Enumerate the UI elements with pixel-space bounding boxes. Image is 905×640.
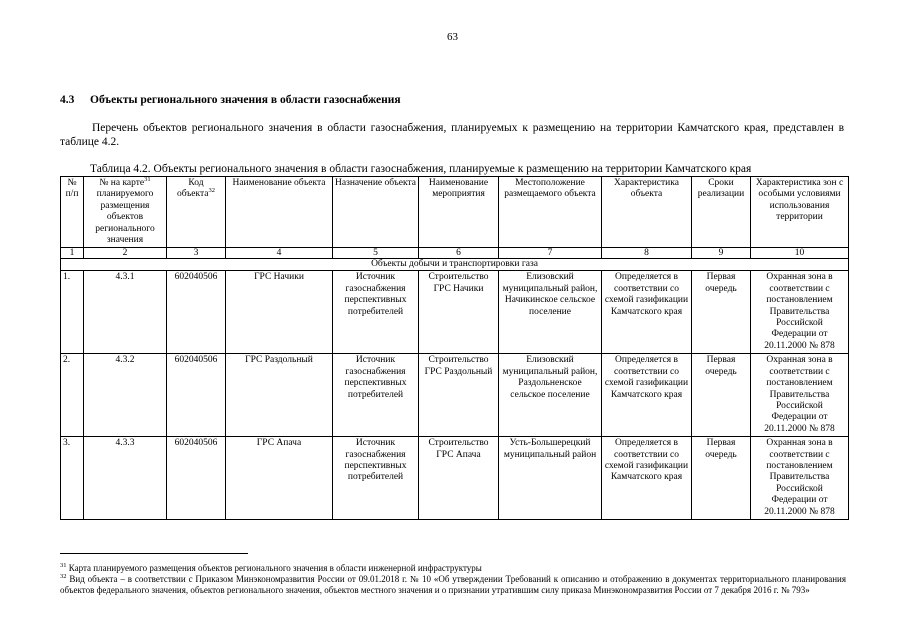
page-number: 63	[447, 31, 458, 43]
cell-timing: Первая очередь	[692, 437, 751, 520]
cell-num: 1.	[61, 271, 84, 354]
cell-zones: Охранная зона в соответствии с постановлением Правительства Российской Федерации от 20.11.2000 № 878	[751, 437, 849, 520]
section-title: Объекты регионального значения в области газоснабжения	[90, 94, 401, 106]
column-number: 3	[167, 248, 226, 259]
table-caption: Таблица 4.2. Объекты регионального значения в области газоснабжения, планируемые к размещению на территории Камчатского края	[90, 163, 752, 175]
table-section-row	[61, 259, 849, 271]
cell-event: Строительство ГРС Раздольный	[419, 354, 499, 437]
cell-num: 3.	[61, 437, 84, 520]
footnote-text: Карта планируемого размещения объектов регионального значения в области инженерной инфраструктуры	[68, 563, 482, 573]
header-zones: Характеристика зон с особыми условиями использования территории	[751, 177, 849, 248]
footnote-separator	[60, 553, 248, 554]
cell-timing: Первая очередь	[692, 271, 751, 354]
header-characteristic: Характеристика объекта	[602, 177, 692, 248]
header-event: Наименование мероприятия	[419, 177, 499, 248]
footnote-ref-31: 31	[144, 175, 151, 183]
column-number: 7	[499, 248, 602, 259]
header-timing: Сроки реализации	[692, 177, 751, 248]
column-number: 8	[602, 248, 692, 259]
cell-timing: Первая очередь	[692, 354, 751, 437]
cell-characteristic: Определяется в соответствии со схемой газификации Камчатского края	[602, 354, 692, 437]
cell-zones: Охранная зона в соответствии с постановлением Правительства Российской Федерации от 20.11.2000 № 878	[751, 354, 849, 437]
column-number: 1	[61, 248, 84, 259]
section-number: 4.3	[60, 94, 75, 106]
cell-map-no: 4.3.1	[84, 271, 167, 354]
table-row	[61, 354, 849, 437]
column-number: 6	[419, 248, 499, 259]
cell-event: Строительство ГРС Апача	[419, 437, 499, 520]
footnote-31	[60, 563, 846, 574]
cell-location: Елизовский муниципальный район, Начикинское сельское поселение	[499, 271, 602, 354]
table-row	[61, 437, 849, 520]
footnote-mark: 32	[60, 573, 67, 580]
footnote-text: Вид объекта – в соответствии с Приказом Минэкономразвития России от 09.01.2018 г. № 10 «Об утверждении Требований к описанию и отображению в документах территориального планирования объектов федерального значения, объектов регионального значения, объектов местного значения и о признании утратившим силу приказа Минэкономразвития России от 7 декабря 2016 г. № 793»	[60, 574, 847, 595]
header-purpose: Назначение объекта	[333, 177, 419, 248]
cell-map-no: 4.3.3	[84, 437, 167, 520]
column-number: 10	[751, 248, 849, 259]
column-number: 5	[333, 248, 419, 259]
cell-characteristic: Определяется в соответствии со схемой газификации Камчатского края	[602, 271, 692, 354]
cell-name: ГРС Начики	[226, 271, 333, 354]
cell-location: Усть-Большерецкий муниципальный район	[499, 437, 602, 520]
cell-characteristic: Определяется в соответствии со схемой газификации Камчатского края	[602, 437, 692, 520]
cell-code: 602040506	[167, 437, 226, 520]
footnote-ref-32: 32	[208, 187, 215, 195]
cell-zones: Охранная зона в соответствии с постановлением Правительства Российской Федерации от 20.11.2000 № 878	[751, 271, 849, 354]
intro-paragraph: Перечень объектов регионального значения в области газоснабжения, планируемых к размещению на территории Камчатского края, представлен в таблице 4.2.	[60, 122, 844, 148]
cell-num: 2.	[61, 354, 84, 437]
cell-code: 602040506	[167, 354, 226, 437]
column-number: 4	[226, 248, 333, 259]
table-row	[61, 271, 849, 354]
column-number: 9	[692, 248, 751, 259]
table-header-row	[61, 177, 849, 248]
cell-purpose: Источник газоснабжения перспективных потребителей	[333, 354, 419, 437]
header-num: № п/п	[61, 177, 84, 248]
cell-event: Строительство ГРС Начики	[419, 271, 499, 354]
cell-location: Елизовский муниципальный район, Раздольненское сельское поселение	[499, 354, 602, 437]
cell-name: ГРС Раздольный	[226, 354, 333, 437]
column-number-row	[61, 248, 849, 259]
column-number: 2	[84, 248, 167, 259]
objects-table	[60, 176, 849, 520]
section-row-label: Объекты добычи и транспортировки газа	[61, 259, 849, 271]
cell-purpose: Источник газоснабжения перспективных потребителей	[333, 437, 419, 520]
cell-purpose: Источник газоснабжения перспективных потребителей	[333, 271, 419, 354]
header-location: Местоположение размещаемого объекта	[499, 177, 602, 248]
cell-code: 602040506	[167, 271, 226, 354]
section-heading	[60, 94, 401, 106]
cell-name: ГРС Апача	[226, 437, 333, 520]
footnote-mark: 31	[60, 562, 67, 569]
footnote-32	[60, 574, 846, 595]
header-map-no: № на карте$^{31}$ планируемого размещения объектов регионального значения	[84, 177, 167, 248]
cell-map-no: 4.3.2	[84, 354, 167, 437]
header-code: Код объекта$^{32}$	[167, 177, 226, 248]
header-name: Наименование объекта	[226, 177, 333, 248]
